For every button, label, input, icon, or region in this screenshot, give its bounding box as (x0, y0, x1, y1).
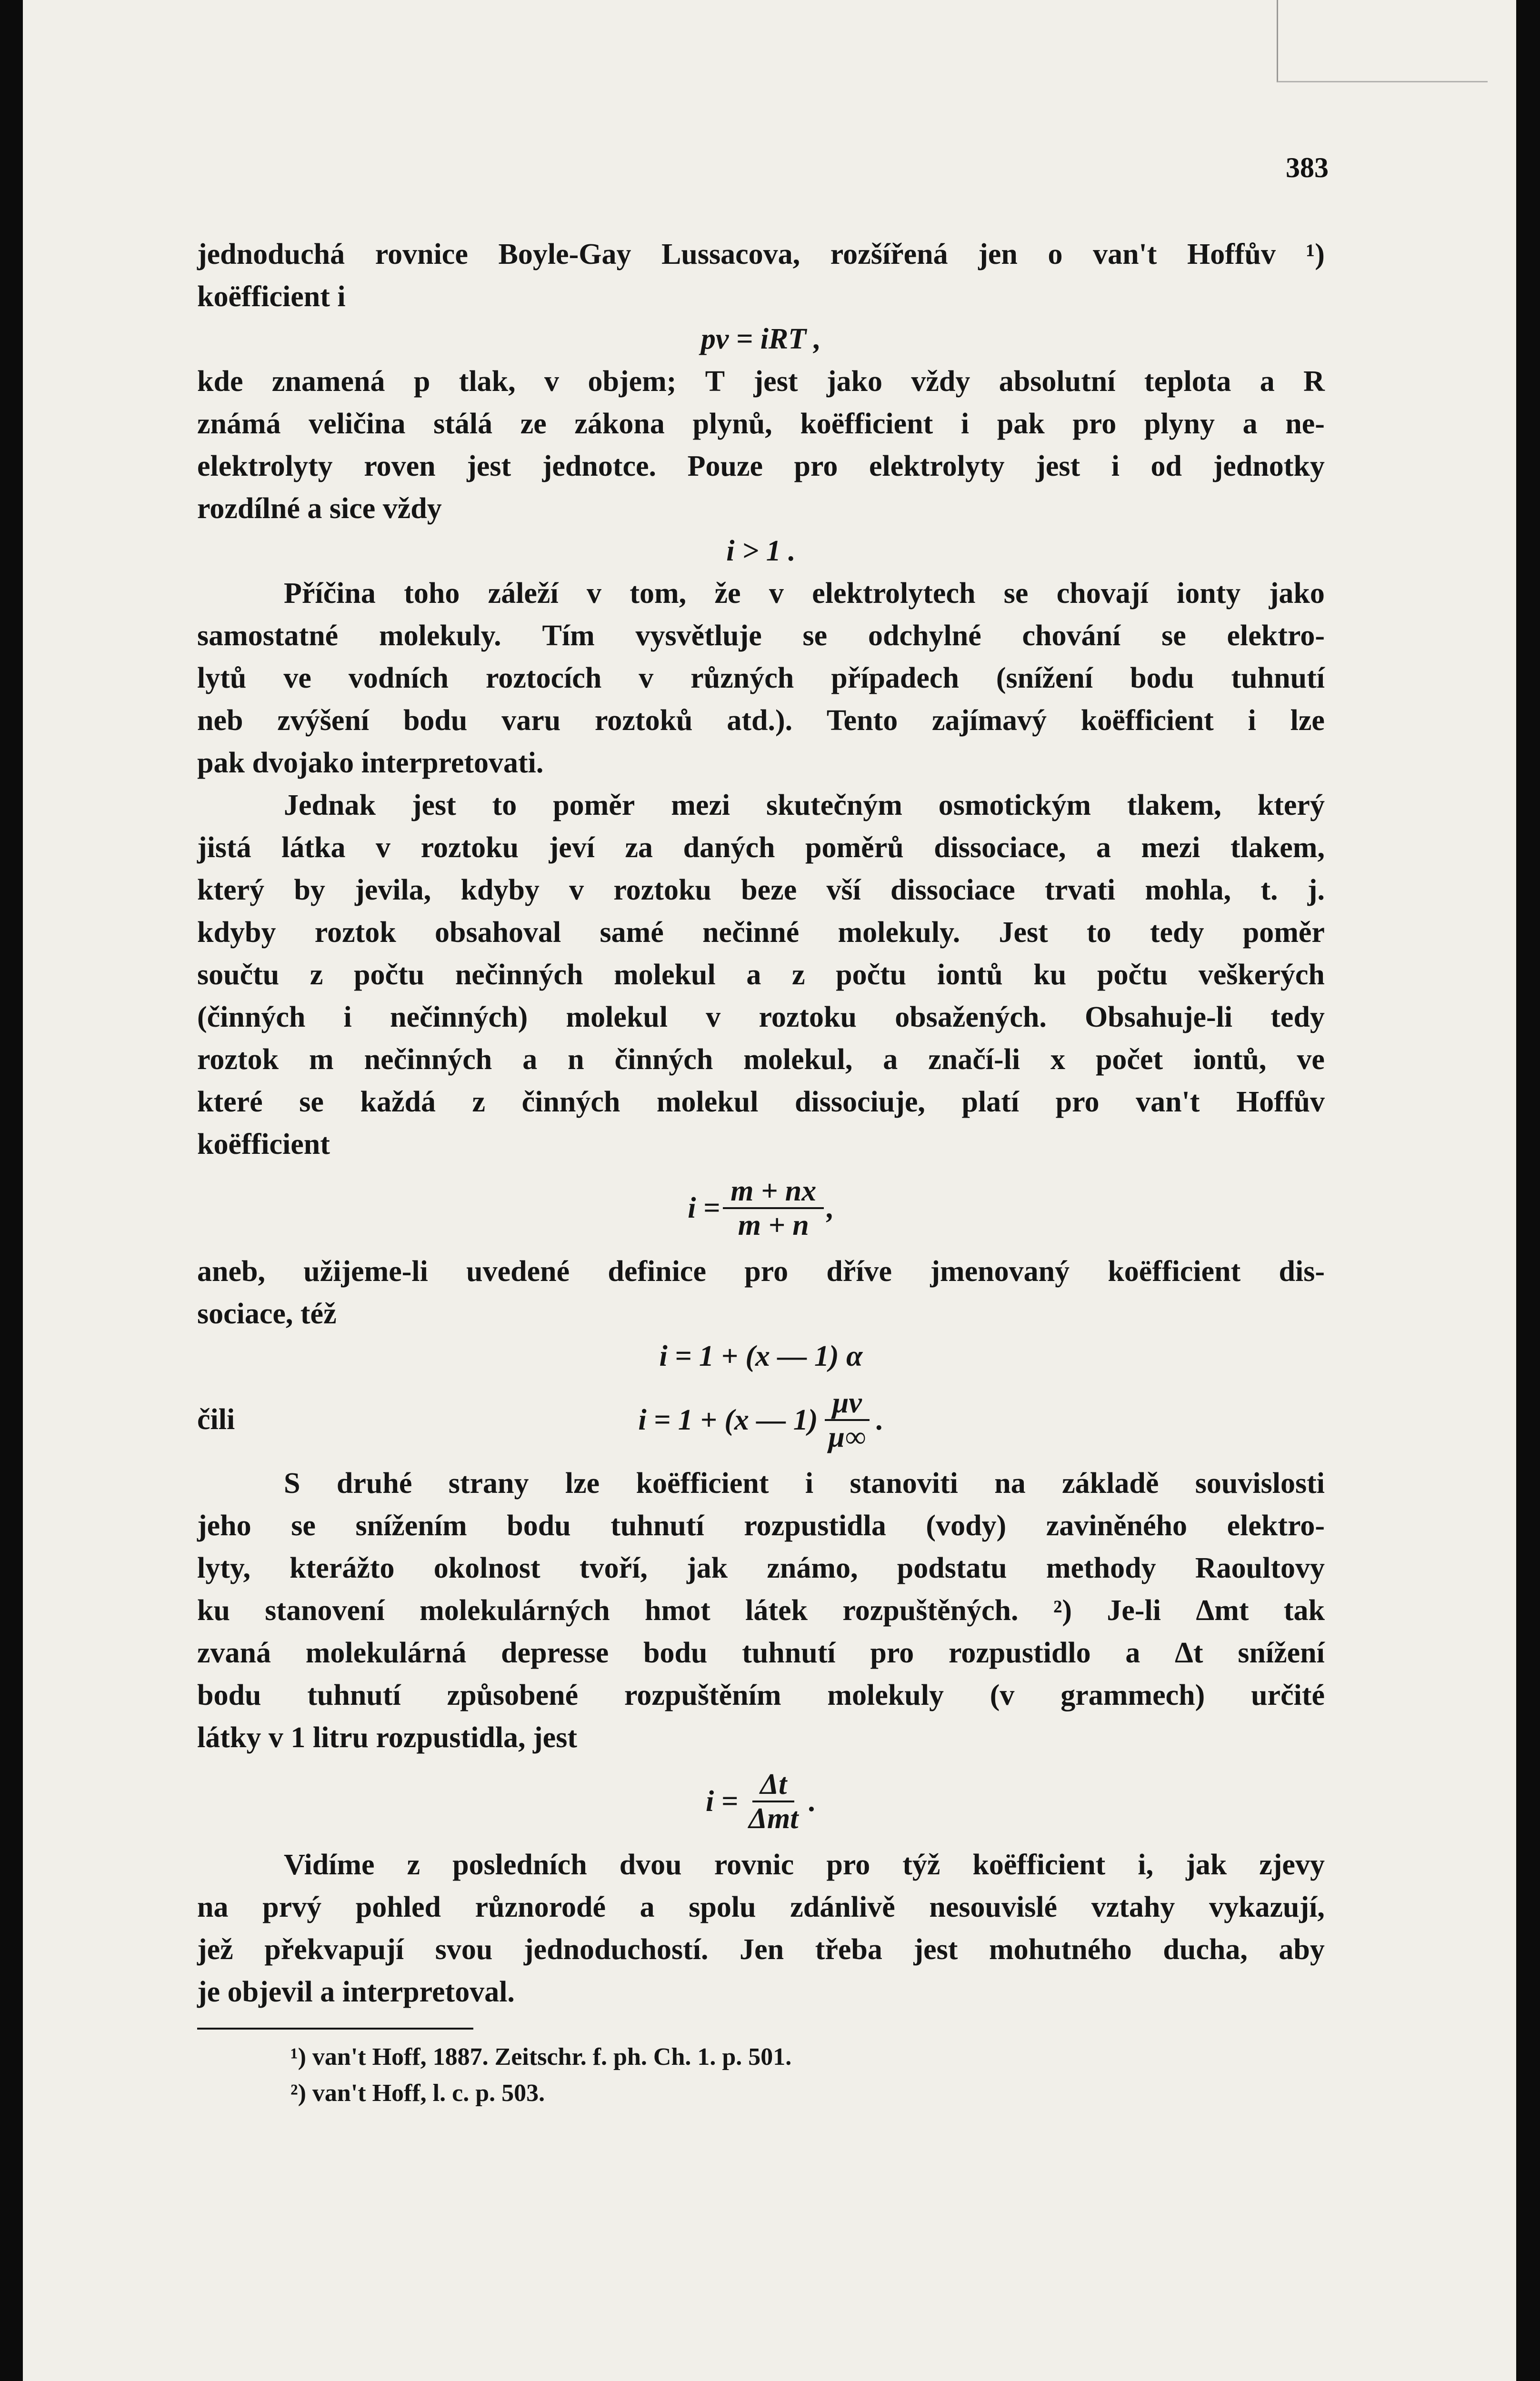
text-line: elektrolyty roven jest jednotce. Pouze pro elektrolyty jest i od jednotky (197, 450, 1325, 482)
eq6-tail: . (809, 1785, 816, 1818)
text-line: známá veličina stálá ze zákona plynů, koëfficient i pak pro plyny a ne- (197, 408, 1325, 440)
eq3-fraction (723, 1175, 824, 1241)
paragraph-6 (197, 1844, 1325, 2013)
text-line: zvaná molekulárná depresse bodu tuhnutí pro rozpustidlo a Δt snížení (197, 1637, 1325, 1669)
paragraph-2 (197, 572, 1325, 784)
paragraph-1 (197, 360, 1325, 530)
eq6-denominator: Δmt (749, 1802, 799, 1835)
page-body (197, 233, 1325, 2111)
eq3-numerator: m + nx (723, 1175, 824, 1209)
text-line: ku stanovení molekulárných hmot látek rozpuštěných. ²) Je-li Δmt tak (197, 1594, 1325, 1627)
text-line: součtu z počtu nečinných molekul a z počtu iontů ku počtu veškerých (197, 959, 1325, 991)
eq5-fraction (821, 1387, 874, 1453)
text-line: Příčina toho záleží v tom, že v elektrolytech se chovají ionty jako (284, 577, 1325, 610)
text-line: pak dvojako interpretovati. (197, 747, 544, 779)
footnote-1: ¹) van't Hoff, 1887. Zeitschr. f. ph. Ch. 1. p. 501. (290, 2043, 792, 2071)
text-line: bodu tuhnutí způsobené rozpuštěním molekuly (v grammech) určité (197, 1679, 1325, 1711)
equation-i-greater-1: i > 1 . (726, 535, 796, 567)
text-line: roztok m nečinných a n činných molekul, a značí-li x počet iontů, ve (197, 1043, 1325, 1076)
text-line: lytů ve vodních roztocích v různých případech (snížení bodu tuhnutí (197, 662, 1325, 694)
text-line: S druhé strany lze koëfficient i stanoviti na základě souvislosti (284, 1467, 1325, 1500)
text-line: rozdílné a sice vždy (197, 492, 442, 525)
equation-delta (197, 1759, 1325, 1844)
equation-mu-row (197, 1378, 1325, 1462)
paragraph-3 (197, 784, 1325, 1166)
eq5-denominator: μ∞ (828, 1421, 866, 1453)
paragraph-4 (197, 1251, 1325, 1335)
eq6-numerator: Δt (752, 1768, 794, 1802)
text-line: Vidíme z posledních dvou rovnic pro týž koëfficient i, jak zjevy (284, 1849, 1325, 1881)
footnote-2: ²) van't Hoff, l. c. p. 503. (290, 2080, 545, 2107)
equation-alpha: i = 1 + (x — 1) α (659, 1340, 863, 1372)
eq5-tail: . (876, 1403, 884, 1436)
text-line: na prvý pohled různorodé a spolu zdánlivě nesouvislé vztahy vykazují, (197, 1891, 1325, 1923)
eq5-lhs: i = 1 + (x — 1) (638, 1403, 818, 1436)
text-line: které se každá z činných molekul dissociuje, platí pro van't Hoffův (197, 1086, 1325, 1118)
text-line: Jednak jest to poměr mezi skutečným osmotickým tlakem, který (284, 789, 1325, 821)
page-number: 383 (1286, 152, 1329, 183)
scan-edge (1516, 0, 1540, 2381)
text-line: látky v 1 litru rozpustidla, jest (197, 1721, 577, 1754)
text-line: který by jevila, kdyby v roztoku beze vší dissociace trvati mohla, t. j. (197, 874, 1325, 906)
text-line: neb zvýšení bodu varu roztoků atd.). Tento zajímavý koëfficient i lze (197, 704, 1325, 737)
eq3-denominator: m + n (738, 1209, 809, 1241)
text-line: samostatné molekuly. Tím vysvětluje se odchylné chování se elektro- (197, 620, 1325, 652)
text-line: koëfficient i (197, 280, 346, 313)
equation-vant-hoff (197, 1166, 1325, 1251)
text-line: jistá látka v roztoku jeví za daných poměrů dissociace, a mezi tlakem, (197, 831, 1325, 864)
paragraph-5 (197, 1462, 1325, 1759)
eq3-lhs: i = (688, 1191, 720, 1224)
book-page (23, 0, 1516, 2381)
text-line: lyty, kterážto okolnost tvoří, jak známo, podstatu methody Raoultovy (197, 1552, 1325, 1584)
eq6-fraction (741, 1768, 806, 1835)
text-line: jednoduchá rovnice Boyle-Gay Lussacova, rozšířená jen o van't Hoffův ¹) (197, 238, 1325, 270)
eq3-tail: , (827, 1191, 834, 1224)
footnote-rule (197, 2028, 473, 2030)
text-line: (činných i nečinných) molekul v roztoku obsažených. Obsahuje-li tedy (197, 1001, 1325, 1033)
eq5-numerator: μv (825, 1387, 870, 1421)
text-line: kde znamená p tlak, v objem; T jest jako vždy absolutní teplota a R (197, 365, 1325, 398)
text-line: koëfficient (197, 1128, 330, 1160)
text-line: jeho se snížením bodu tuhnutí rozpustidla (vody) zaviněného elektro- (197, 1510, 1325, 1542)
scan-corner-marks (1277, 0, 1488, 82)
text-line: kdyby roztok obsahoval samé nečinné molekuly. Jest to tedy poměr (197, 916, 1325, 949)
text-line: sociace, též (197, 1298, 337, 1330)
cili-label: čili (197, 1403, 235, 1436)
text-line: aneb, užijeme-li uvedené definice pro dříve jmenovaný koëfficient dis- (197, 1255, 1325, 1288)
eq6-lhs: i = (706, 1785, 739, 1818)
text-line: jež překvapují svou jednoduchostí. Jen třeba jest mohutného ducha, aby (197, 1933, 1325, 1966)
text-line: je objevil a interpretoval. (197, 1976, 515, 2008)
equation-pv-irt: pv = iRT , (700, 323, 821, 355)
